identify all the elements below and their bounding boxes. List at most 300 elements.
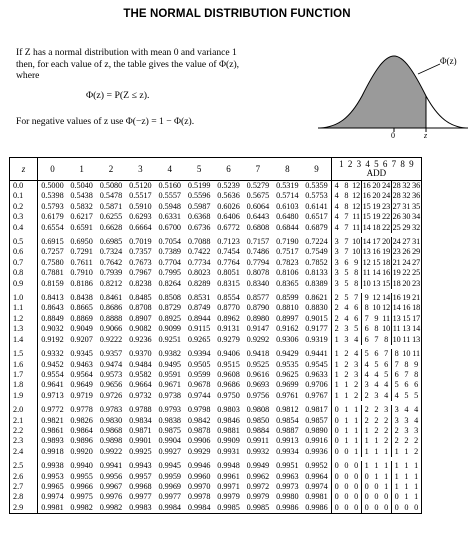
table-header-row bbox=[10, 158, 422, 181]
digit-header: 7 bbox=[243, 158, 272, 181]
table-row bbox=[10, 416, 422, 426]
add-value-cell: 1 bbox=[404, 461, 409, 471]
phi-value-cell: 0.9906 bbox=[187, 436, 211, 446]
add-value-cell: 4 bbox=[384, 390, 389, 400]
phi-value-cell: 0.9842 bbox=[187, 415, 211, 425]
phi-value-cell: 0.7422 bbox=[187, 247, 211, 257]
phi-value-cell: 0.9222 bbox=[99, 334, 123, 344]
add-value-cell: 21 bbox=[412, 293, 421, 303]
phi-value-cell: 0.6103 bbox=[276, 201, 299, 211]
add-value-cell: 0 bbox=[334, 415, 339, 425]
add-value-cell: 14 bbox=[362, 237, 371, 247]
phi-value-cell: 0.7823 bbox=[276, 257, 299, 267]
add-value-cell: 2 bbox=[354, 390, 359, 400]
add-value-cell: 21 bbox=[392, 257, 401, 267]
phi-value-cell: 0.7324 bbox=[99, 247, 123, 257]
add-value-cell: 1 bbox=[344, 415, 349, 425]
add-value-cell: 1 bbox=[344, 405, 349, 415]
add-value-cell: 16 bbox=[362, 191, 371, 201]
add-value-cell: 12 bbox=[352, 201, 361, 211]
add-value-cell: 31 bbox=[402, 201, 411, 211]
add-value-cell: 18 bbox=[412, 303, 421, 313]
z-value-cell: 2.3 bbox=[10, 436, 38, 446]
add-value-cell: 3 bbox=[374, 390, 379, 400]
add-value-cell: 5 bbox=[384, 369, 389, 379]
phi-value-cell: 0.9649 bbox=[70, 380, 93, 390]
add-value-cell: 11 bbox=[352, 222, 361, 232]
phi-value-cell: 0.9608 bbox=[217, 369, 240, 379]
phi-value-cell: 0.8340 bbox=[246, 278, 270, 288]
phi-value-cell: 0.9599 bbox=[187, 369, 211, 379]
phi-value-cell: 0.8365 bbox=[276, 278, 299, 288]
phi-value-cell: 0.8790 bbox=[246, 303, 270, 313]
phi-value-cell: 0.7389 bbox=[158, 247, 182, 257]
phi-value-cell: 0.8849 bbox=[41, 313, 64, 323]
phi-value-cell: 0.7486 bbox=[246, 247, 270, 257]
add-value-cell: 8 bbox=[404, 359, 409, 369]
add-value-cell: 23 bbox=[382, 201, 391, 211]
add-value-cell: 29 bbox=[412, 247, 421, 257]
phi-value-cell: 0.9382 bbox=[158, 349, 182, 359]
table-row bbox=[10, 212, 422, 222]
phi-value-cell: 0.5120 bbox=[129, 181, 152, 190]
phi-value-cell: 0.9946 bbox=[187, 461, 211, 471]
table-row bbox=[10, 247, 422, 257]
add-value-cell: 0 bbox=[334, 405, 339, 415]
table-row bbox=[10, 370, 422, 380]
z-value-cell: 0.0 bbox=[10, 181, 38, 192]
add-value-cell: 16 bbox=[362, 181, 371, 190]
phi-value-cell: 0.9972 bbox=[246, 481, 270, 491]
phi-value-cell: 0.9719 bbox=[70, 390, 93, 400]
phi-value-cell: 0.9953 bbox=[41, 471, 64, 481]
phi-value-cell: 0.8869 bbox=[70, 313, 93, 323]
z-value-cell: 1.8 bbox=[10, 380, 38, 390]
phi-value-cell: 0.5199 bbox=[187, 181, 211, 190]
phi-value-cell: 0.9932 bbox=[246, 446, 270, 456]
phi-value-cell: 0.9177 bbox=[302, 324, 331, 334]
phi-value-cell: 0.5910 bbox=[129, 201, 152, 211]
add-value-cell: 0 bbox=[361, 503, 371, 514]
add-value-cell: 14 bbox=[372, 268, 381, 278]
add-value-cell: 0 bbox=[344, 446, 349, 456]
add-value-cell: 0 bbox=[334, 471, 339, 481]
phi-value-cell: 0.9982 bbox=[96, 503, 125, 514]
phi-value-cell: 0.9082 bbox=[129, 324, 152, 334]
add-value-cell: 13 bbox=[392, 313, 401, 323]
z-value-cell: 0.2 bbox=[10, 202, 38, 212]
phi-value-cell: 0.8729 bbox=[158, 303, 182, 313]
phi-value-cell: 0.9969 bbox=[158, 481, 182, 491]
phi-value-cell: 0.9115 bbox=[188, 324, 211, 334]
phi-value-cell: 0.9920 bbox=[70, 446, 93, 456]
add-value-cell: 0 bbox=[344, 461, 349, 471]
z-value-cell: 2.9 bbox=[10, 503, 38, 514]
phi-value-cell: 0.9927 bbox=[158, 446, 182, 456]
phi-value-cell: 0.5517 bbox=[129, 191, 152, 201]
phi-value-cell: 0.8686 bbox=[99, 303, 123, 313]
add-value-cell: 3 bbox=[391, 416, 401, 426]
phi-value-cell: 0.6443 bbox=[246, 212, 270, 222]
phi-value-cell: 0.7910 bbox=[70, 268, 93, 278]
phi-value-cell: 0.9616 bbox=[246, 369, 270, 379]
add-value-cell: 4 bbox=[334, 201, 339, 211]
phi-value-cell: 0.9678 bbox=[187, 380, 211, 390]
add-value-cell: 19 bbox=[392, 268, 401, 278]
phi-value-cell: 0.9515 bbox=[217, 359, 240, 369]
add-value-cell: 16 bbox=[372, 247, 381, 257]
add-value-cell: 0 bbox=[334, 492, 339, 502]
add-value-cell: 2 bbox=[384, 436, 389, 446]
phi-value-cell: 0.6331 bbox=[158, 212, 182, 222]
phi-value-cell: 0.8810 bbox=[276, 303, 299, 313]
phi-value-cell: 0.8264 bbox=[158, 278, 182, 288]
phi-value-cell: 0.8212 bbox=[99, 278, 123, 288]
add-value-cell: 1 bbox=[411, 492, 421, 502]
phi-value-cell: 0.8413 bbox=[41, 293, 64, 303]
phi-value-cell: 0.9441 bbox=[302, 349, 331, 359]
add-value-cell: 0 bbox=[334, 461, 339, 471]
digit-header: 1 bbox=[67, 158, 96, 181]
phi-value-cell: 0.8980 bbox=[246, 313, 270, 323]
phi-value-cell: 0.9896 bbox=[70, 436, 93, 446]
add-value-cell: 12 bbox=[352, 181, 361, 190]
z-value-cell: 2.4 bbox=[10, 447, 38, 457]
phi-value-cell: 0.9983 bbox=[126, 503, 155, 514]
phi-value-cell: 0.9099 bbox=[158, 324, 182, 334]
add-value-cell: 0 bbox=[361, 482, 371, 492]
phi-value-cell: 0.9871 bbox=[129, 425, 152, 435]
add-value-cell: 0 bbox=[351, 503, 361, 514]
phi-value-cell: 0.8962 bbox=[217, 313, 240, 323]
phi-value-cell: 0.6772 bbox=[217, 222, 240, 232]
add-value-cell: 0 bbox=[371, 503, 381, 514]
phi-value-cell: 0.7291 bbox=[70, 247, 93, 257]
add-value-cell: 8 bbox=[344, 191, 349, 201]
phi-value-cell: 0.7704 bbox=[158, 257, 182, 267]
table-row bbox=[10, 303, 422, 313]
phi-value-cell: 0.9854 bbox=[276, 415, 299, 425]
phi-value-cell: 0.9846 bbox=[217, 415, 240, 425]
phi-value-cell: 0.8461 bbox=[99, 293, 123, 303]
phi-value-cell: 0.9955 bbox=[70, 471, 93, 481]
phi-value-cell: 0.9319 bbox=[302, 335, 331, 345]
phi-value-cell: 0.7088 bbox=[187, 237, 211, 247]
z-value-cell: 0.3 bbox=[10, 212, 38, 222]
phi-value-cell: 0.9963 bbox=[276, 471, 299, 481]
z-value-cell: 0.5 bbox=[10, 237, 38, 247]
phi-value-cell: 0.9982 bbox=[67, 503, 96, 514]
phi-value-cell: 0.9798 bbox=[187, 405, 211, 415]
phi-value-cell: 0.9974 bbox=[41, 492, 64, 502]
phi-value-cell: 0.5871 bbox=[99, 201, 123, 211]
table-row bbox=[10, 324, 422, 334]
add-value-cell: 0 bbox=[401, 503, 411, 514]
add-value-cell: 6 bbox=[354, 303, 359, 313]
add-value-cell: 4 bbox=[334, 222, 339, 232]
add-value-cell: 5 bbox=[411, 391, 421, 401]
add-value-cell: 8 bbox=[411, 370, 421, 380]
add-value-cell: 14 bbox=[382, 293, 391, 303]
add-value-cell: 4 bbox=[354, 334, 359, 344]
phi-value-cell: 0.9162 bbox=[276, 324, 299, 334]
add-value-cell: 4 bbox=[354, 349, 359, 359]
phi-value-cell: 0.7673 bbox=[129, 257, 152, 267]
add-value-cell: 29 bbox=[402, 222, 411, 232]
page-title: THE NORMAL DISTRIBUTION FUNCTION bbox=[123, 8, 351, 20]
phi-value-cell: 0.9962 bbox=[246, 471, 270, 481]
add-value-cell: 8 bbox=[374, 324, 379, 334]
add-value-cell: 2 bbox=[334, 324, 339, 334]
add-value-cell: 12 bbox=[362, 257, 371, 267]
phi-value-cell: 0.9887 bbox=[276, 425, 299, 435]
phi-value-cell: 0.6844 bbox=[276, 222, 299, 232]
add-value-cell: 1 bbox=[344, 425, 349, 435]
add-value-cell: 11 bbox=[382, 313, 391, 323]
table-row bbox=[10, 181, 422, 192]
add-value-cell: 0 bbox=[381, 503, 391, 514]
phi-value-cell: 0.9901 bbox=[129, 436, 152, 446]
table-row bbox=[10, 314, 422, 324]
add-value-cell: 2 bbox=[334, 313, 339, 323]
zero-label: 0 bbox=[391, 131, 395, 140]
table-row bbox=[10, 223, 422, 233]
add-value-cell: 17 bbox=[412, 313, 421, 323]
add-value-cell: 0 bbox=[334, 436, 339, 446]
phi-value-cell: 0.9980 bbox=[276, 492, 299, 502]
add-value-cell: 11 bbox=[402, 334, 411, 344]
add-value-cell: 5 bbox=[391, 380, 401, 390]
phi-value-cell: 0.9948 bbox=[217, 461, 240, 471]
add-value-cell: 9 bbox=[354, 257, 359, 267]
add-value-cell: 2 bbox=[344, 349, 349, 359]
add-value-cell: 8 bbox=[344, 201, 349, 211]
phi-value-cell: 0.9934 bbox=[276, 446, 299, 456]
phi-value-cell: 0.6293 bbox=[129, 212, 152, 222]
digit-header: 4 bbox=[155, 158, 184, 181]
add-value-cell: 18 bbox=[372, 222, 381, 232]
add-value-cell: 1 bbox=[391, 447, 401, 457]
phi-value-cell: 0.6950 bbox=[70, 237, 93, 247]
phi-value-cell: 0.9732 bbox=[129, 390, 152, 400]
phi-value-cell: 0.9370 bbox=[129, 349, 152, 359]
add-value-cell: 0 bbox=[374, 481, 379, 491]
phi-value-cell: 0.8078 bbox=[246, 268, 270, 278]
add-value-cell: 0 bbox=[391, 503, 401, 514]
phi-value-cell: 0.9535 bbox=[276, 359, 299, 369]
table-row bbox=[10, 436, 422, 446]
z-value-cell: 2.6 bbox=[10, 472, 38, 482]
add-value-cell: 4 bbox=[411, 416, 421, 426]
shaded-area bbox=[320, 56, 426, 128]
add-value-cell: 10 bbox=[352, 237, 361, 247]
add-value-cell: 15 bbox=[382, 278, 391, 288]
phi-value-cell: 0.8749 bbox=[187, 303, 211, 313]
phi-value-cell: 0.6217 bbox=[70, 212, 93, 222]
phi-value-cell: 0.9977 bbox=[158, 492, 182, 502]
add-value-cell: 3 bbox=[334, 247, 339, 257]
phi-value-cell: 0.9292 bbox=[246, 334, 270, 344]
phi-value-cell: 0.9495 bbox=[158, 359, 182, 369]
phi-value-cell: 0.6026 bbox=[217, 201, 240, 211]
z-column-header: z bbox=[10, 158, 38, 181]
digit-header: 2 bbox=[96, 158, 125, 181]
table-row bbox=[10, 202, 422, 212]
table-row bbox=[10, 461, 422, 471]
phi-value-cell: 0.6064 bbox=[246, 201, 270, 211]
add-value-cell: 4 bbox=[391, 391, 401, 401]
phi-value-cell: 0.7157 bbox=[246, 237, 270, 247]
phi-value-cell: 0.9463 bbox=[70, 359, 93, 369]
add-value-cell: 0 bbox=[384, 492, 389, 502]
phi-value-cell: 0.8888 bbox=[99, 313, 123, 323]
add-value-cell: 32 bbox=[402, 181, 411, 190]
phi-value-cell: 0.9767 bbox=[302, 391, 331, 401]
phi-value-cell: 0.9706 bbox=[302, 380, 331, 390]
add-value-cell: 1 bbox=[361, 436, 371, 446]
add-value-cell: 16 bbox=[382, 268, 391, 278]
add-value-cell: 0 bbox=[361, 492, 371, 502]
add-value-cell: 22 bbox=[382, 222, 391, 232]
add-value-cell: 24 bbox=[392, 237, 401, 247]
table-row bbox=[10, 380, 422, 390]
z-value-cell: 1.6 bbox=[10, 360, 38, 370]
phi-value-cell: 0.9931 bbox=[217, 446, 240, 456]
z-value-cell: 1.1 bbox=[10, 303, 38, 313]
phi-value-cell: 0.9671 bbox=[158, 380, 182, 390]
add-value-cell: 1 bbox=[361, 461, 371, 471]
phi-value-cell: 0.9772 bbox=[41, 405, 64, 415]
add-value-cell: 13 bbox=[402, 324, 411, 334]
phi-value-cell: 0.9826 bbox=[70, 415, 93, 425]
add-value-cell: 4 bbox=[374, 380, 379, 390]
add-value-cell: 1 bbox=[344, 390, 349, 400]
add-value-cell: 12 bbox=[372, 293, 381, 303]
add-value-cell: 27 bbox=[402, 237, 411, 247]
add-value-cell: 0 bbox=[391, 492, 401, 502]
add-value-cell: 23 bbox=[392, 247, 401, 257]
add-value-cell: 27 bbox=[412, 257, 421, 267]
z-value-cell: 0.6 bbox=[10, 247, 38, 257]
digit-header: 6 bbox=[214, 158, 243, 181]
phi-value-cell: 0.8133 bbox=[302, 268, 331, 278]
add-value-cell: 30 bbox=[402, 212, 411, 222]
add-value-cell: 1 bbox=[374, 446, 379, 456]
add-value-cell: 11 bbox=[412, 349, 421, 359]
phi-value-cell: 0.9192 bbox=[41, 334, 64, 344]
add-value-cell: 1 bbox=[344, 380, 349, 390]
phi-value-cell: 0.5714 bbox=[276, 191, 299, 201]
add-value-cell: 1 bbox=[411, 482, 421, 492]
add-value-cell: 0 bbox=[354, 471, 359, 481]
add-value-cell: 2 bbox=[361, 416, 371, 426]
add-value-cell: 3 bbox=[344, 334, 349, 344]
add-value-cell: 16 bbox=[392, 293, 401, 303]
phi-value-cell: 0.9357 bbox=[99, 349, 123, 359]
add-value-cell: 18 bbox=[382, 257, 391, 267]
phi-value-cell: 0.9015 bbox=[302, 314, 331, 324]
phi-value-cell: 0.7852 bbox=[302, 258, 331, 268]
phi-value-cell: 0.9984 bbox=[184, 503, 213, 514]
phi-value-cell: 0.9929 bbox=[187, 446, 211, 456]
intro-text: If Z has a normal distribution with mean 0 and variance 1 then, for each value of z, the table gives the value of Φ(z), where bbox=[16, 47, 240, 81]
phi-value-cell: 0.8830 bbox=[302, 303, 331, 313]
add-value-cell: 18 bbox=[392, 278, 401, 288]
table-row bbox=[10, 482, 422, 492]
phi-value-cell: 0.7454 bbox=[217, 247, 240, 257]
phi-value-cell: 0.9945 bbox=[158, 461, 182, 471]
add-value-cell: 1 bbox=[354, 425, 359, 435]
add-value-cell: 13 bbox=[372, 278, 381, 288]
phi-value-cell: 0.9922 bbox=[99, 446, 123, 456]
table-row bbox=[10, 426, 422, 436]
table-body bbox=[10, 181, 422, 514]
phi-value-cell: 0.9345 bbox=[70, 349, 93, 359]
z-value-cell: 1.0 bbox=[10, 293, 38, 303]
phi-value-cell: 0.7995 bbox=[158, 268, 182, 278]
phi-value-cell: 0.9834 bbox=[129, 415, 152, 425]
add-value-cell: 20 bbox=[372, 181, 381, 190]
add-value-cell: 10 bbox=[382, 324, 391, 334]
phi-value-cell: 0.5753 bbox=[302, 191, 331, 201]
phi-value-cell: 0.9726 bbox=[99, 390, 123, 400]
add-value-cell: 6 bbox=[411, 380, 421, 390]
phi-value-cell: 0.6406 bbox=[217, 212, 240, 222]
z-value-cell: 1.7 bbox=[10, 370, 38, 380]
add-value-cell: 20 bbox=[402, 278, 411, 288]
phi-value-cell: 0.9957 bbox=[129, 471, 152, 481]
phi-value-cell: 0.6141 bbox=[302, 202, 331, 212]
phi-value-cell: 0.8238 bbox=[129, 278, 152, 288]
table-row bbox=[10, 405, 422, 415]
add-value-cell: 8 bbox=[391, 349, 401, 359]
phi-value-cell: 0.5557 bbox=[158, 191, 182, 201]
phi-value-cell: 0.9949 bbox=[246, 461, 270, 471]
add-value-cell: 4 bbox=[374, 369, 379, 379]
add-value-cell: 1 bbox=[404, 471, 409, 481]
add-value-cell: 25 bbox=[412, 268, 421, 278]
phi-value-cell: 0.9850 bbox=[246, 415, 270, 425]
add-value-cell: 2 bbox=[361, 391, 371, 401]
phi-value-cell: 0.9803 bbox=[217, 405, 240, 415]
table-row bbox=[10, 237, 422, 247]
add-value-cell: 1 bbox=[384, 446, 389, 456]
z-value-cell: 2.8 bbox=[10, 492, 38, 502]
z-value-cell: 2.7 bbox=[10, 482, 38, 492]
phi-value-cell: 0.9279 bbox=[217, 334, 240, 344]
add-value-cell: 2 bbox=[361, 405, 371, 415]
phi-value-cell: 0.9943 bbox=[129, 461, 152, 471]
add-value-cell: 0 bbox=[344, 481, 349, 491]
normal-distribution-table bbox=[9, 157, 422, 514]
add-value-cell: 0 bbox=[411, 503, 421, 514]
phi-value-cell: 0.8315 bbox=[217, 278, 240, 288]
phi-value-cell: 0.9898 bbox=[99, 436, 123, 446]
phi-value-cell: 0.9909 bbox=[217, 436, 240, 446]
phi-value-cell: 0.6736 bbox=[187, 222, 211, 232]
add-value-cell: 7 bbox=[344, 212, 349, 222]
add-value-cell: 26 bbox=[402, 247, 411, 257]
phi-value-cell: 0.7190 bbox=[276, 237, 299, 247]
phi-value-cell: 0.9951 bbox=[276, 461, 299, 471]
add-value-cell: 2 bbox=[374, 415, 379, 425]
add-value-cell: 0 bbox=[354, 481, 359, 491]
add-value-cell: 6 bbox=[361, 335, 371, 345]
phi-value-cell: 0.9964 bbox=[302, 472, 331, 482]
add-label: ADD bbox=[366, 168, 387, 178]
phi-value-cell: 0.9505 bbox=[187, 359, 211, 369]
phi-value-cell: 0.7123 bbox=[217, 237, 240, 247]
